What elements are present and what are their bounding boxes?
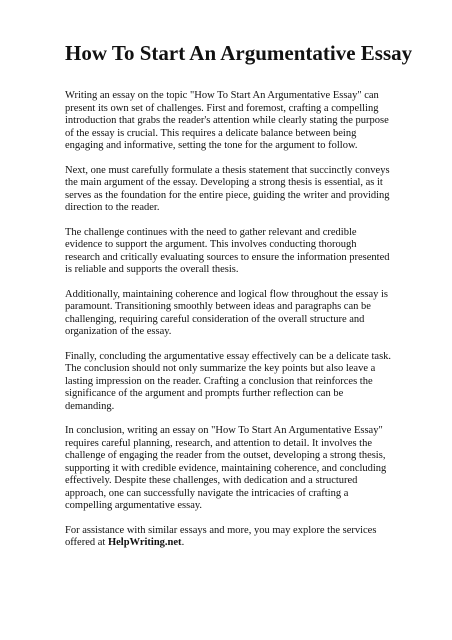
closing-paragraph — [65, 525, 392, 550]
document-body — [65, 90, 392, 550]
helpwriting-link[interactable]: HelpWriting.net — [107, 537, 182, 548]
paragraph-conclusion: In conclusion, writing an essay on "How To Start An Argumentative Essay" requires careful planning, research, and attention to detail. It involves the challenge of engaging the reader from the outset, developing a strong thesis, supporting it with credible evidence, maintaining coherence, and concluding effectively. Despite these challenges, with dedication and a structured approach, one can successfully navigate the intricacies of crafting a compelling argumentative essay. — [65, 425, 387, 511]
paragraph-coherence: Additionally, maintaining coherence and logical flow throughout the essay is paramount. Transitioning smoothly between ideas and paragraphs can be challenging, requiring careful consideration of the overall structure and organization of the essay. — [65, 288, 388, 337]
closing-text: For assistance with similar essays and more, you may explore the services offered at — [65, 524, 377, 548]
paragraph-thesis: Next, one must carefully formulate a thesis statement that succinctly conveys the main argument of the essay. Developing a strong thesis is essential, as it serves as the foundation for the entire piece, guiding the writer and providing direction to the reader. — [65, 164, 390, 213]
document-title: How To Start An Argumentative Essay — [65, 41, 413, 65]
paragraph-evidence: The challenge continues with the need to gather relevant and credible evidence to support the argument. This involves conducting thorough research and critically evaluating sources to ensure the information presented is reliable and supports the overall thesis. — [65, 226, 390, 275]
closing-suffix: . — [181, 537, 185, 548]
paragraph-concluding: Finally, concluding the argumentative essay effectively can be a delicate task. The conclusion should not only summarize the key points but also leave a lasting impression on the reader. Crafting a conclusion that reinforces the significance of the argument and prompts further reflection can be demanding. — [65, 350, 392, 412]
paragraph-intro: Writing an essay on the topic "How To Start An Argumentative Essay" can present its own set of challenges. First and foremost, crafting a compelling introduction that grabs the reader's attention while clearly stating the purpose of the essay is crucial. This requires a delicate balance between being engaging and informative, setting the tone for the argument to follow. — [65, 90, 389, 151]
